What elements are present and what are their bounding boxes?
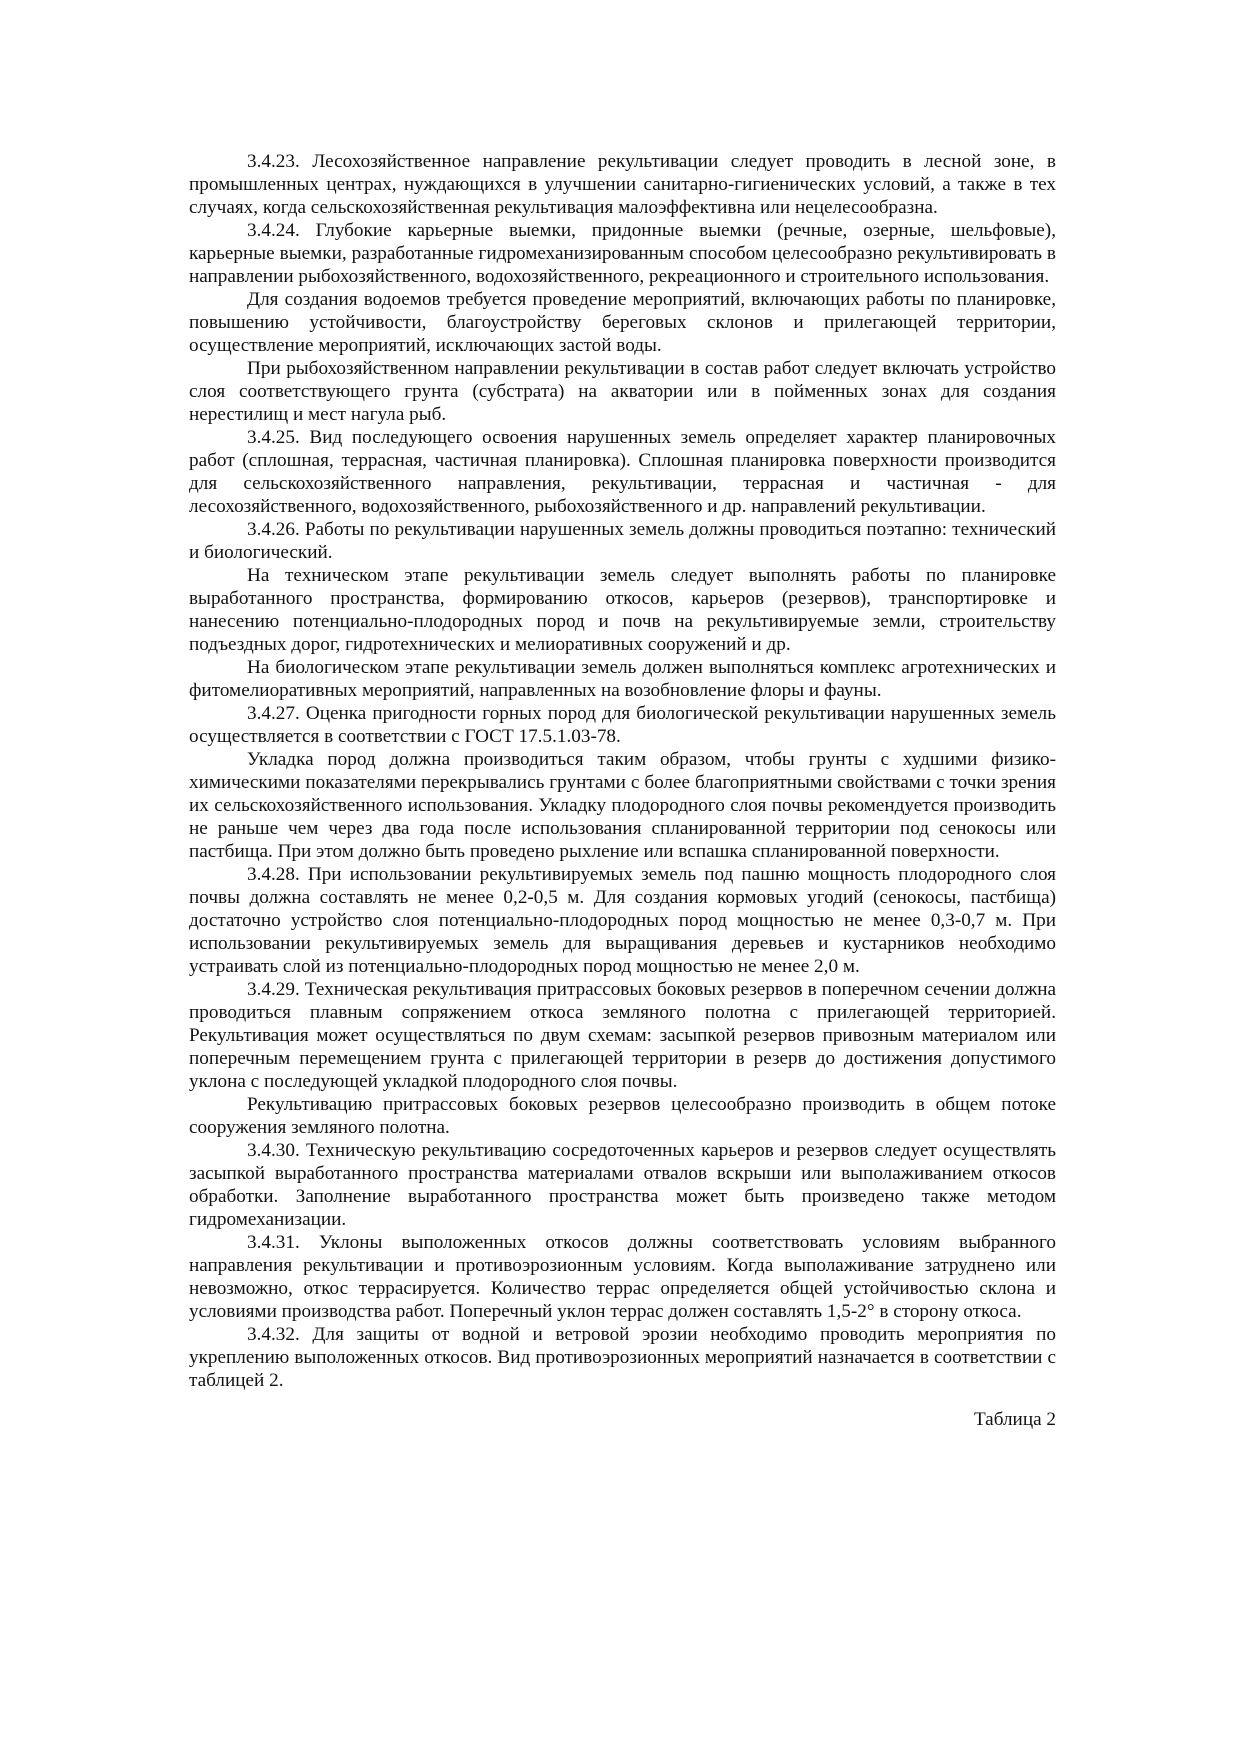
table-caption: Таблица 2	[973, 1409, 1056, 1430]
paragraph-3-4-26: 3.4.26. Работы по рекультивации нарушенных земель должны проводиться поэтапно: технический и биологический.	[189, 519, 1056, 563]
paragraph-biological-stage: На биологическом этапе рекультивации земель должен выполняться комплекс агротехнических и фитомелиоративных мероприятий, направленных на возобновление флоры и фауны.	[189, 657, 1056, 701]
paragraph-reservoirs: Для создания водоемов требуется проведение мероприятий, включающих работы по планировке, повышению устойчивости, благоустройству береговых склонов и прилегающей территории, осуществление мероприятий, исключающих застой воды.	[189, 289, 1056, 356]
paragraph-3-4-25: 3.4.25. Вид последующего освоения нарушенных земель определяет характер планировочных работ (сплошная, террасная, частичная планировка). Сплошная планировка поверхности производится для сельскохозяйственного направления, рекультивации, террасная и частичная - для лесохозяйственного, водохозяйственного, рыбохозяйственного и др. направлений рекультивации.	[189, 427, 1056, 517]
paragraph-3-4-31: 3.4.31. Уклоны выположенных откосов должны соответствовать условиям выбранного направления рекультивации и противоэрозионным условиям. Когда выполаживание затруднено или невозможно, откос террасируется. Количество террас определяется общей устойчивостью склона и условиями производства работ. Поперечный уклон террас должен составлять 1,5-2° в сторону откоса.	[189, 1232, 1056, 1322]
paragraph-3-4-32: 3.4.32. Для защиты от водной и ветровой эрозии необходимо проводить мероприятия по укреплению выположенных откосов. Вид противоэрозионных мероприятий назначается в соответствии с таблицей 2.	[189, 1324, 1056, 1391]
paragraph-technical-stage: На техническом этапе рекультивации земель следует выполнять работы по планировке выработанного пространства, формированию откосов, карьеров (резервов), транспортировке и нанесению потенциально-плодородных пород и почв на рекультивируемые земли, строительству подъездных дорог, гидротехнических и мелиоративных сооружений и др.	[189, 565, 1056, 655]
document-page	[189, 150, 1056, 1431]
paragraph-3-4-24: 3.4.24. Глубокие карьерные выемки, придонные выемки (речные, озерные, шельфовые), карьерные выемки, разработанные гидромеханизированным способом целесообразно рекультивировать в направлении рыбохозяйственного, водохозяйственного, рекреационного и строительного использования.	[189, 220, 1056, 287]
paragraph-3-4-30: 3.4.30. Техническую рекультивацию сосредоточенных карьеров и резервов следует осуществлять засыпкой выработанного пространства материалами отвалов вскрыши или выполаживанием откосов обработки. Заполнение выработанного пространства может быть произведено также методом гидромеханизации.	[189, 1140, 1056, 1230]
paragraph-3-4-28: 3.4.28. При использовании рекультивируемых земель под пашню мощность плодородного слоя почвы должна составлять не менее 0,2-0,5 м. Для создания кормовых угодий (сенокосы, пастбища) достаточно устройство слоя потенциально-плодородных пород мощностью не менее 0,3-0,7 м. При использовании рекультивируемых земель для выращивания деревьев и кустарников необходимо устраивать слой из потенциально-плодородных пород мощностью не менее 2,0 м.	[189, 864, 1056, 977]
paragraph-side-reserves: Рекультивацию притрассовых боковых резервов целесообразно производить в общем потоке сооружения земляного полотна.	[189, 1094, 1056, 1138]
paragraph-rock-laying: Укладка пород должна производиться таким образом, чтобы грунты с худшими физико-химическими показателями перекрывались грунтами с более благоприятными свойствами с точки зрения их сельскохозяйственного использования. Укладку плодородного слоя почвы рекомендуется производить не раньше чем через два года после использования спланированной территории под сенокосы или пастбища. При этом должно быть проведено рыхление или вспашка спланированной поверхности.	[189, 749, 1056, 862]
paragraph-3-4-27: 3.4.27. Оценка пригодности горных пород для биологической рекультивации нарушенных земель осуществляется в соответствии с ГОСТ 17.5.1.03-78.	[189, 703, 1056, 747]
paragraph-3-4-23: 3.4.23. Лесохозяйственное направление рекультивации следует проводить в лесной зоне, в промышленных центрах, нуждающихся в улучшении санитарно-гигиенических условий, а также в тех случаях, когда сельскохозяйственная рекультивация малоэффективна или нецелесообразна.	[189, 151, 1056, 218]
paragraph-3-4-29: 3.4.29. Техническая рекультивация притрассовых боковых резервов в поперечном сечении должна проводиться плавным сопряжением откоса земляного полотна с прилегающей территорией. Рекультивация может осуществляться по двум схемам: засыпкой резервов привозным материалом или поперечным перемещением грунта с прилегающей территории в резерв до достижения допустимого уклона с последующей укладкой плодородного слоя почвы.	[189, 979, 1056, 1092]
paragraph-fishery: При рыбохозяйственном направлении рекультивации в состав работ следует включать устройство слоя соответствующего грунта (субстрата) на акватории или в пойменных зонах для создания нерестилищ и мест нагула рыб.	[189, 358, 1056, 425]
